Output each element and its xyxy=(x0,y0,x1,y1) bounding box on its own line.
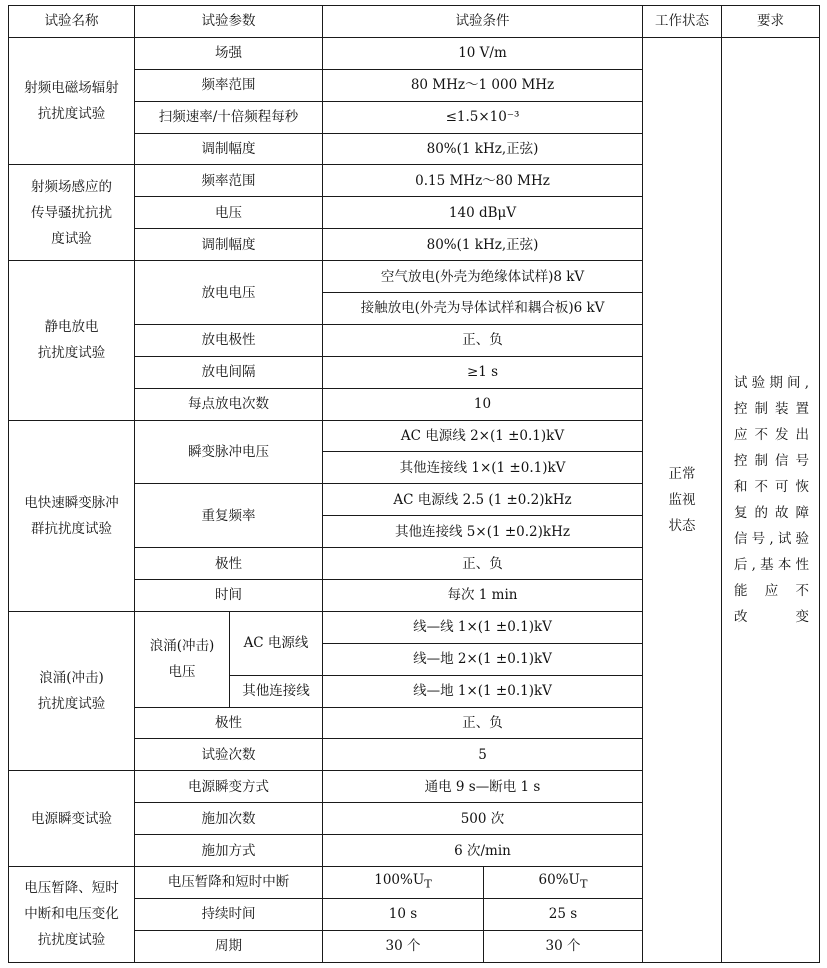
param-cell: 每点放电次数 xyxy=(135,388,323,420)
param-cell: 放电间隔 xyxy=(135,356,323,388)
test-name-voltage-dips: 电压暂降、短时 中断和电压变化 抗扰度试验 xyxy=(9,867,135,963)
test-name-eft: 电快速瞬变脉冲 群抗扰度试验 xyxy=(9,420,135,611)
param-cell: 扫频速率/十倍频程每秒 xyxy=(135,101,323,133)
test-name-rf-conducted: 射频场感应的 传导骚扰抗扰 度试验 xyxy=(9,165,135,261)
condition-cell: 正、负 xyxy=(323,324,643,356)
param-cell: 时间 xyxy=(135,580,323,612)
condition-cell: 通电 9 s—断电 1 s xyxy=(323,771,643,803)
test-name-surge: 浪涌(冲击) 抗扰度试验 xyxy=(9,611,135,770)
param-cell: 重复频率 xyxy=(135,484,323,548)
param-cell: 放电电压 xyxy=(135,261,323,325)
condition-cell-a: 30 个 xyxy=(323,930,484,962)
condition-cell: 接触放电(外壳为导体试样和耦合板)6 kV xyxy=(323,293,643,325)
param-cell: 极性 xyxy=(135,707,323,739)
condition-cell: 每次 1 min xyxy=(323,580,643,612)
condition-cell: 80%(1 kHz,正弦) xyxy=(323,133,643,165)
test-name-esd: 静电放电 抗扰度试验 xyxy=(9,261,135,420)
param-cell-other-line: 其他连接线 xyxy=(230,675,323,707)
condition-cell: AC 电源线 2.5 (1 ±0.2)kHz xyxy=(323,484,643,516)
param-cell: 电压暂降和短时中断 xyxy=(135,867,323,899)
header-test-param: 试验参数 xyxy=(135,6,323,38)
param-cell: 瞬变脉冲电压 xyxy=(135,420,323,484)
param-cell: 施加方式 xyxy=(135,835,323,867)
table-header-row xyxy=(9,6,820,38)
requirement-cell: 试验期间, 控制装置 应不发出 控制信号 和不可恢 复的故障 信号,试验 后,基本性 能应不 改变 xyxy=(722,37,820,962)
test-name-power-transient: 电源瞬变试验 xyxy=(9,771,135,867)
header-requirement: 要求 xyxy=(722,6,820,38)
table-row xyxy=(9,37,820,69)
condition-cell: 10 xyxy=(323,388,643,420)
condition-cell-b: 25 s xyxy=(484,898,643,930)
condition-cell: 5 xyxy=(323,739,643,771)
param-cell: 频率范围 xyxy=(135,69,323,101)
condition-cell: 0.15 MHz～80 MHz xyxy=(323,165,643,197)
condition-cell: ≥1 s xyxy=(323,356,643,388)
condition-cell: 线—地 2×(1 ±0.1)kV xyxy=(323,643,643,675)
test-name-rf-radiated: 射频电磁场辐射 抗扰度试验 xyxy=(9,37,135,165)
param-cell: 电源瞬变方式 xyxy=(135,771,323,803)
condition-cell-a: 10 s xyxy=(323,898,484,930)
condition-cell: 10 V/m xyxy=(323,37,643,69)
condition-cell: 线—地 1×(1 ±0.1)kV xyxy=(323,675,643,707)
condition-cell-b: $60\%U_T$ xyxy=(484,867,643,899)
param-cell: 试验次数 xyxy=(135,739,323,771)
param-cell: 持续时间 xyxy=(135,898,323,930)
condition-cell-b: 30 个 xyxy=(484,930,643,962)
header-test-name: 试验名称 xyxy=(9,6,135,38)
param-cell: 极性 xyxy=(135,548,323,580)
param-cell: 电压 xyxy=(135,197,323,229)
condition-cell: 正、负 xyxy=(323,548,643,580)
emc-test-table xyxy=(8,5,820,963)
condition-cell: AC 电源线 2×(1 ±0.1)kV xyxy=(323,420,643,452)
condition-cell: 空气放电(外壳为绝缘体试样)8 kV xyxy=(323,261,643,293)
header-test-condition: 试验条件 xyxy=(323,6,643,38)
condition-cell: 500 次 xyxy=(323,803,643,835)
work-state-cell: 正常 监视 状态 xyxy=(643,37,722,962)
condition-cell: ≤1.5×10⁻³ xyxy=(323,101,643,133)
param-cell: 场强 xyxy=(135,37,323,69)
param-cell: 调制幅度 xyxy=(135,133,323,165)
param-cell: 周期 xyxy=(135,930,323,962)
condition-cell: 线—线 1×(1 ±0.1)kV xyxy=(323,611,643,643)
param-cell: 调制幅度 xyxy=(135,229,323,261)
condition-cell: 其他连接线 1×(1 ±0.1)kV xyxy=(323,452,643,484)
param-cell-ac-line: AC 电源线 xyxy=(230,611,323,675)
condition-cell: 6 次/min xyxy=(323,835,643,867)
condition-cell: 140 dBμV xyxy=(323,197,643,229)
param-cell: 频率范围 xyxy=(135,165,323,197)
condition-cell: 正、负 xyxy=(323,707,643,739)
condition-cell: 80 MHz～1 000 MHz xyxy=(323,69,643,101)
param-cell: 施加次数 xyxy=(135,803,323,835)
condition-cell: 其他连接线 5×(1 ±0.2)kHz xyxy=(323,516,643,548)
condition-cell: 80%(1 kHz,正弦) xyxy=(323,229,643,261)
header-work-state: 工作状态 xyxy=(643,6,722,38)
condition-cell-a: $100\%U_T$ xyxy=(323,867,484,899)
param-cell-surge-voltage: 浪涌(冲击) 电压 xyxy=(135,611,230,707)
param-cell: 放电极性 xyxy=(135,324,323,356)
